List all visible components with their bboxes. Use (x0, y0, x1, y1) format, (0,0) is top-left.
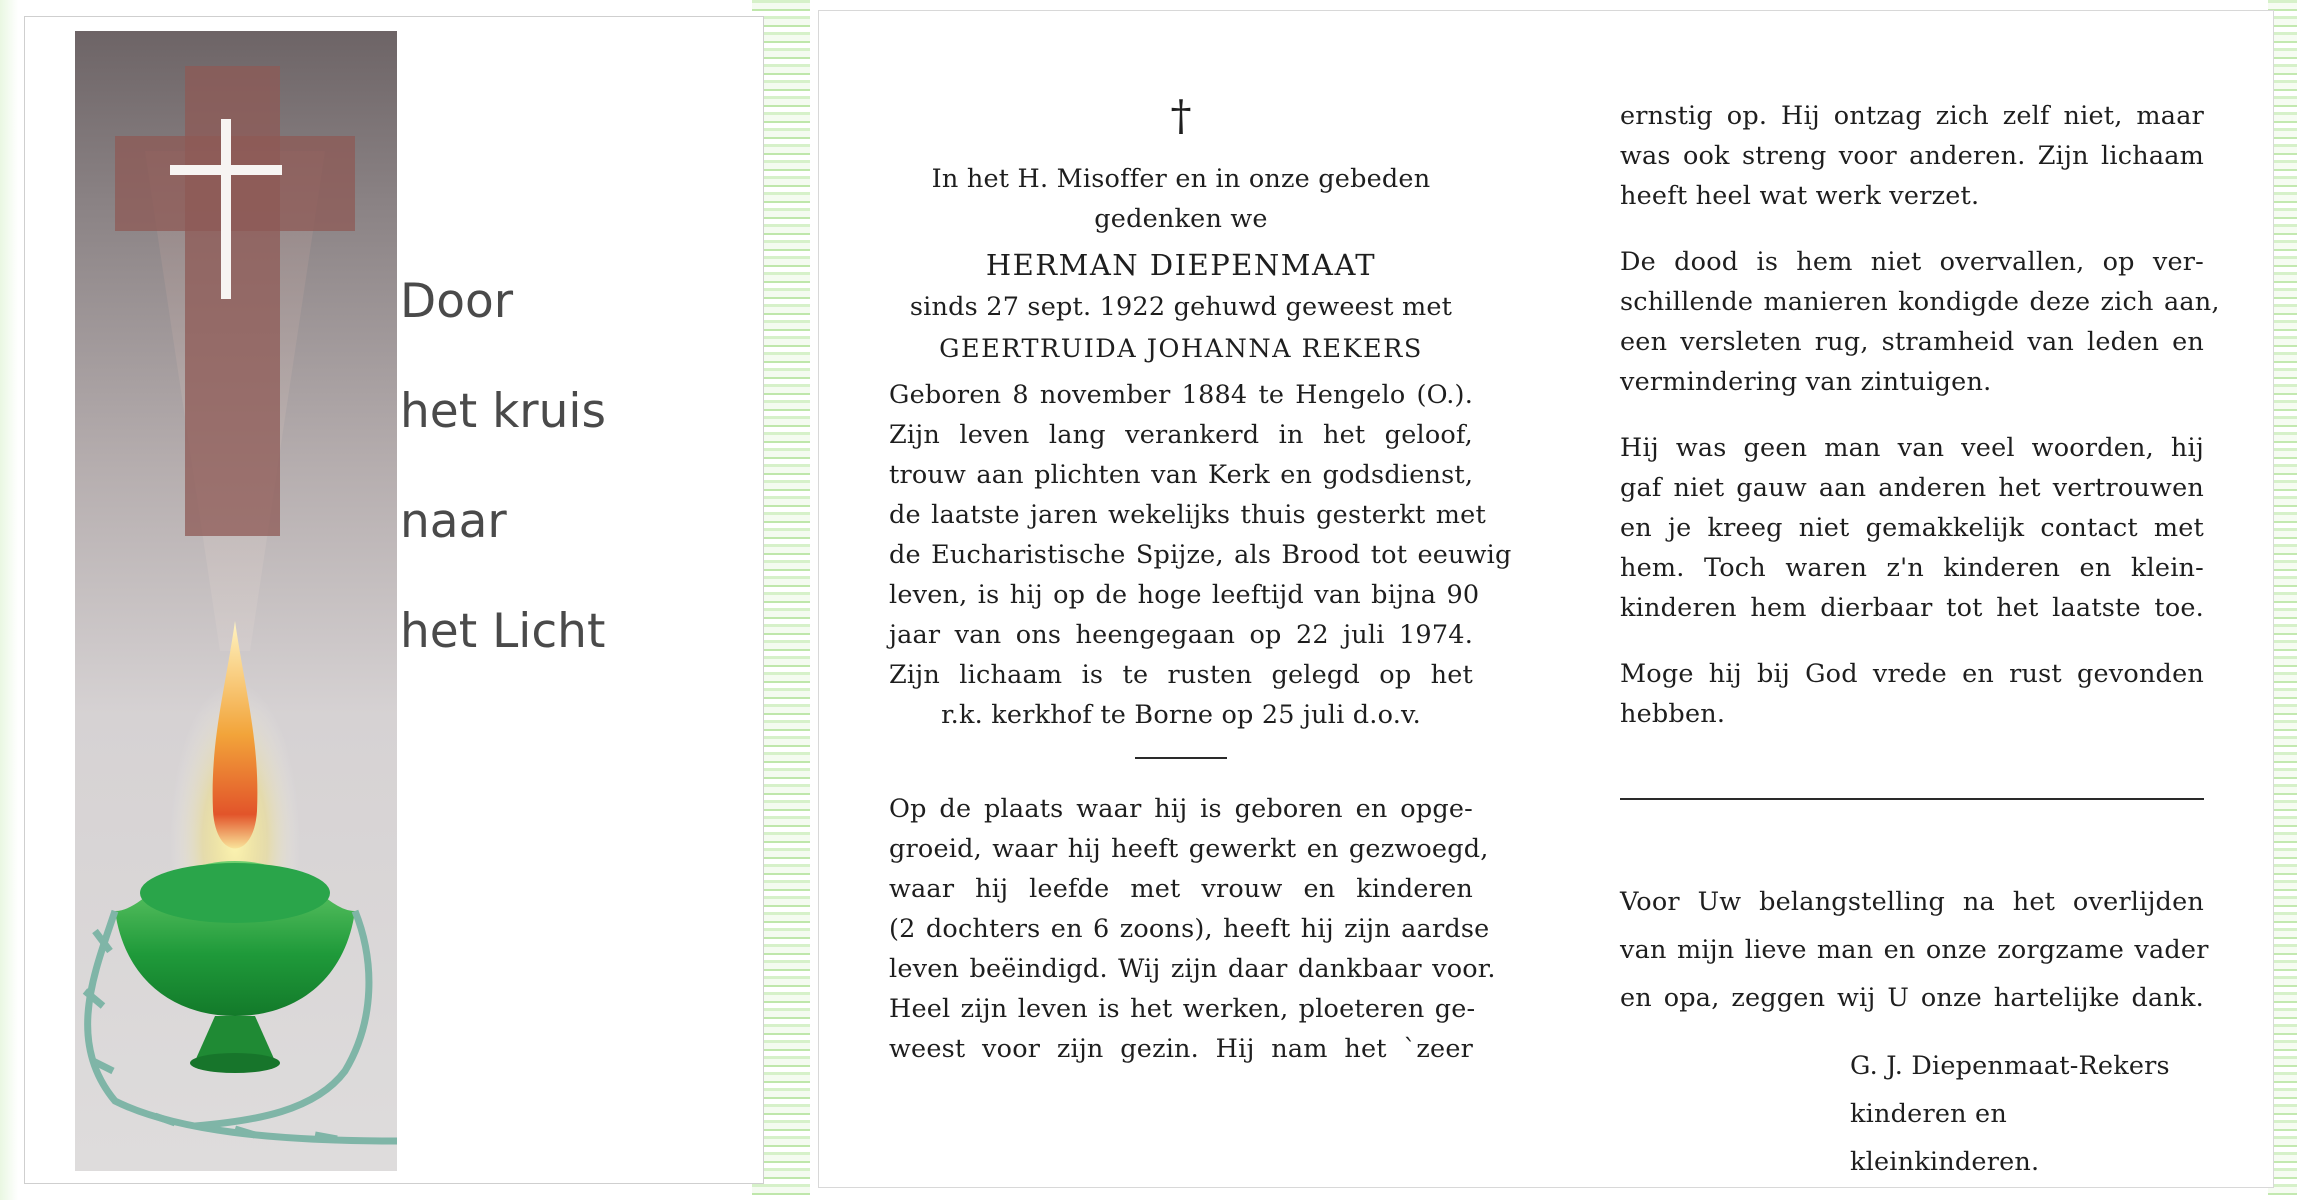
deceased-name: HERMAN DIEPENMAAT (985, 248, 1377, 282)
memorial-right-column (1620, 11, 2220, 1186)
text-line: ernstig op. Hij ontzag zich zelf niet, maar (1620, 101, 2204, 131)
text-line: Hij was geen man van veel woorden, hij (1620, 433, 2204, 463)
motto (400, 272, 606, 712)
signature-line: G. J. Diepenmaat-Rekers (1850, 1051, 2170, 1081)
text-line: jaar van ons heengegaan op 22 juli 1974. (889, 620, 1473, 650)
text-line: van mijn lieve man en onze zorgzame vader (1620, 935, 2209, 965)
biography-paragraph (889, 789, 1496, 1069)
motto-line: het kruis (400, 384, 606, 439)
memorial-left-column (889, 11, 1512, 1069)
text-line: weest voor zijn gezin. Hij nam het `zeer (889, 1034, 1473, 1064)
memorial-text-card (818, 10, 2274, 1188)
text-line: Moge hij bij God vrede en rust gevonden (1620, 659, 2204, 689)
flame-icon (213, 621, 258, 849)
text-line: schillende manieren kondigde deze zich aan, (1620, 287, 2220, 317)
text-line: r.k. kerkhof te Borne op 25 juli d.o.v. (941, 700, 1421, 730)
text-line: en opa, zeggen wij U onze hartelijke dank. (1620, 983, 2204, 1013)
scan-edge-left (0, 0, 18, 1200)
death-paragraph (1620, 242, 2220, 402)
text-line: hem. Toch waren z'n kinderen en klein- (1620, 553, 2204, 583)
birth-line: Geboren 8 november 1884 te Hengelo (O.). (889, 380, 1473, 410)
text-line: De dood is hem niet overvallen, op ver- (1620, 247, 2204, 277)
text-line: Zijn leven lang verankerd in het geloof, (889, 420, 1473, 450)
spouse-name: GEERTRUIDA JOHANNA REKERS (939, 334, 1423, 364)
prayer-paragraph (1620, 654, 2204, 734)
cross-symbol: † (1170, 91, 1192, 140)
signature-line: kinderen en kleinkinderen. (1850, 1099, 2040, 1177)
text-line: hebben. (1620, 699, 1726, 729)
cross-shadow (115, 66, 355, 536)
motto-line: het Licht (400, 604, 606, 659)
text-line: groeid, waar hij heeft gewerkt en gezwoegd, (889, 834, 1489, 864)
life-paragraph (889, 415, 1512, 655)
text-line: en je kreeg niet gemakkelijk contact met (1620, 513, 2204, 543)
motto-line: naar (400, 494, 507, 549)
text-line: heeft heel wat werk verzet. (1620, 181, 1980, 211)
text-line: gaf niet gauw aan anderen het vertrouwen (1620, 473, 2204, 503)
text-line: was ook streng voor anderen. Zijn lichaam (1620, 141, 2204, 171)
signature (1620, 1042, 2204, 1186)
character-paragraph (1620, 428, 2204, 628)
motto-line: Door (400, 274, 514, 329)
intro-line: gedenken we (1094, 204, 1268, 234)
text-line: de Eucharistische Spijze, als Brood tot eeuwig (889, 540, 1512, 570)
text-line: Op de plaats waar hij is geboren en opge- (889, 794, 1473, 824)
burial-paragraph (889, 655, 1473, 735)
text-line: Zijn lichaam is te rusten gelegd op het (889, 660, 1473, 690)
illustration-graphic (75, 31, 397, 1171)
thanks-paragraph (1620, 878, 2209, 1022)
text-line: trouw aan plichten van Kerk en godsdienst, (889, 460, 1474, 490)
text-line: leven beëindigd. Wij zijn daar dankbaar voor. (889, 954, 1496, 984)
text-line: leven, is hij op de hoge leeftijd van bijna 90 (889, 580, 1480, 610)
text-line: kinderen hem dierbaar tot het laatste toe. (1620, 593, 2204, 623)
intro-line: In het H. Misoffer en in onze gebeden (931, 164, 1431, 194)
text-line: de laatste jaren wekelijks thuis gesterkt met (889, 500, 1486, 530)
title-card (24, 16, 764, 1184)
text-line: (2 dochters en 6 zoons), heeft hij zijn aardse (889, 914, 1490, 944)
text-line: Heel zijn leven is het werken, ploeteren ge- (889, 994, 1476, 1024)
text-line: vermindering van zintuigen. (1620, 367, 1992, 397)
intro (889, 159, 1473, 239)
text-line: Voor Uw belangstelling na het overlijden (1620, 887, 2204, 917)
oil-lamp-icon (115, 861, 355, 1073)
text-line: een versleten rug, stramheid van leden en (1620, 327, 2204, 357)
text-line: waar hij leefde met vrouw en kinderen (889, 874, 1473, 904)
biography-continuation (1620, 96, 2204, 216)
cross-and-oil-lamp-illustration (75, 31, 397, 1171)
marriage-line: sinds 27 sept. 1922 gehuwd geweest met (909, 292, 1453, 322)
